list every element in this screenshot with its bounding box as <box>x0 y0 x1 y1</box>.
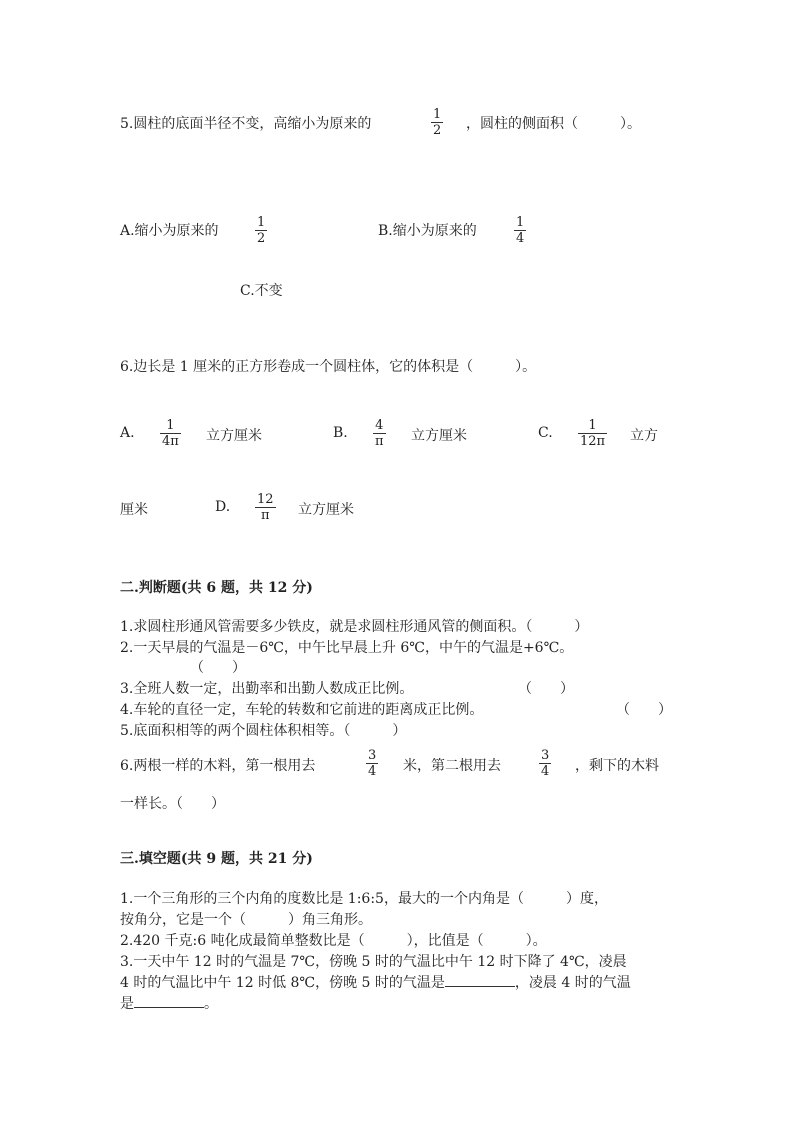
q6-option-a-unit: 立方厘米 <box>206 428 262 444</box>
q6-option-c-denominator: 12π <box>580 434 606 449</box>
answer-blank-2[interactable] <box>134 995 204 1008</box>
fill-line-5 <box>120 972 631 992</box>
q5-stem-part1: 5.圆柱的底面半径不变，高缩小为原来的 <box>120 116 372 132</box>
q6-option-c-label[interactable]: C. <box>538 425 553 441</box>
fill-line-6-part1: 是 <box>120 996 134 1012</box>
fill-line-2: 按角分，它是一个（ ）角三角形。 <box>120 912 372 928</box>
q5-option-b-numerator: 1 <box>516 215 525 230</box>
q6-option-d-fraction <box>255 492 276 523</box>
tf-item-6-part3: ，剩下的木料 <box>575 758 659 774</box>
fill-line-6 <box>120 993 218 1013</box>
fill-line-6-part2: 。 <box>204 996 218 1012</box>
tf-item-6-part2: 米，第二根用去 <box>403 758 501 774</box>
q5-fraction-denominator: 2 <box>433 123 442 138</box>
q5-option-a-numerator: 1 <box>257 215 266 230</box>
answer-blank-1[interactable] <box>445 974 515 987</box>
q6-stem: 6.边长是 1 厘米的正方形卷成一个圆柱体，它的体积是（ ）。 <box>120 359 537 375</box>
q6-option-a-label[interactable]: A. <box>120 425 135 441</box>
tf-item-2: 2.一天早晨的气温是－6℃，中午比早晨上升 6℃，中午的气温是+6℃。 <box>120 640 574 656</box>
fill-line-5-part2: ，凌晨 4 时的气温 <box>514 975 631 991</box>
fill-line-4: 3.一天中午 12 时的气温是 7℃，傍晚 5 时的气温比中午 12 时下降了 4℃，凌晨 <box>120 954 627 970</box>
q6-option-d-numerator: 12 <box>257 492 274 507</box>
q6-option-b-numerator: 4 <box>373 418 386 434</box>
q6-option-b-denominator: π <box>375 434 384 449</box>
q6-option-b-unit: 立方厘米 <box>411 428 467 444</box>
q6-option-a-denominator: 4π <box>162 434 179 449</box>
tf-item-6-part1: 6.两根一样的木料，第一根用去 <box>120 758 316 774</box>
tf-item-6-fraction-2-numerator: 3 <box>541 748 550 763</box>
q6-option-c-fraction <box>578 418 607 449</box>
q5-option-b-fraction <box>514 215 526 246</box>
q6-option-b-label[interactable]: B. <box>333 425 348 441</box>
tf-item-5: 5.底面积相等的两个圆柱体积相等。（ ） <box>120 723 407 739</box>
q6-option-a-numerator: 1 <box>160 418 181 434</box>
q5-option-a-text[interactable]: A.缩小为原来的 <box>120 223 219 239</box>
tf-item-6-fraction-1-denominator: 4 <box>368 764 377 779</box>
q6-option-b-fraction <box>373 418 386 449</box>
tf-item-3: 3.全班人数一定，出勤率和出勤人数成正比例。 <box>120 681 414 697</box>
tf-item-6-fraction-2 <box>539 748 551 779</box>
q5-fraction <box>431 107 443 138</box>
q6-option-c-unit-cont: 厘米 <box>120 502 148 518</box>
section2-heading: 二.判断题(共 6 题，共 12 分) <box>120 580 313 596</box>
q5-option-b-text[interactable]: B.缩小为原来的 <box>378 223 477 239</box>
q6-option-c-unit: 立方 <box>630 428 658 444</box>
tf-item-1: 1.求圆柱形通风管需要多少铁皮，就是求圆柱形通风管的侧面积。（ ） <box>120 619 589 635</box>
q6-option-a-fraction <box>160 418 181 449</box>
q5-fraction-numerator: 1 <box>433 107 442 122</box>
q5-option-b-denominator: 4 <box>516 231 525 246</box>
q5-stem-part2: ，圆柱的侧面积（ ）。 <box>466 116 641 132</box>
tf-item-6-fraction-2-denominator: 4 <box>541 764 550 779</box>
q5-option-a-denominator: 2 <box>257 231 266 246</box>
q5-option-c-text[interactable]: C.不变 <box>240 283 283 299</box>
fill-line-1: 1.一个三角形的三个内角的度数比是 1:6:5，最大的一个内角是（ ）度， <box>120 891 608 907</box>
tf-item-4-answer[interactable]: （ ） <box>616 702 672 718</box>
tf-item-6-fraction-1 <box>366 748 378 779</box>
q6-option-d-unit: 立方厘米 <box>298 502 354 518</box>
tf-item-2-answer[interactable]: （ ） <box>190 660 246 676</box>
section3-heading: 三.填空题(共 9 题，共 21 分) <box>120 851 313 867</box>
q6-option-d-denominator: π <box>261 508 270 523</box>
q6-option-d-label[interactable]: D. <box>215 499 231 515</box>
tf-item-6-fraction-1-numerator: 3 <box>368 748 377 763</box>
tf-item-6-part4: 一样长。（ ） <box>120 796 225 812</box>
tf-item-4: 4.车轮的直径一定，车轮的转数和它前进的距离成正比例。 <box>120 702 484 718</box>
fill-line-5-part1: 4 时的气温比中午 12 时低 8℃，傍晚 5 时的气温是 <box>120 975 445 991</box>
fill-line-3: 2.420 千克:6 吨化成最简单整数比是（ ），比值是（ ）。 <box>120 933 547 949</box>
q5-option-a-fraction <box>255 215 267 246</box>
tf-item-3-answer[interactable]: （ ） <box>518 681 574 697</box>
q6-option-c-numerator: 1 <box>578 418 607 434</box>
